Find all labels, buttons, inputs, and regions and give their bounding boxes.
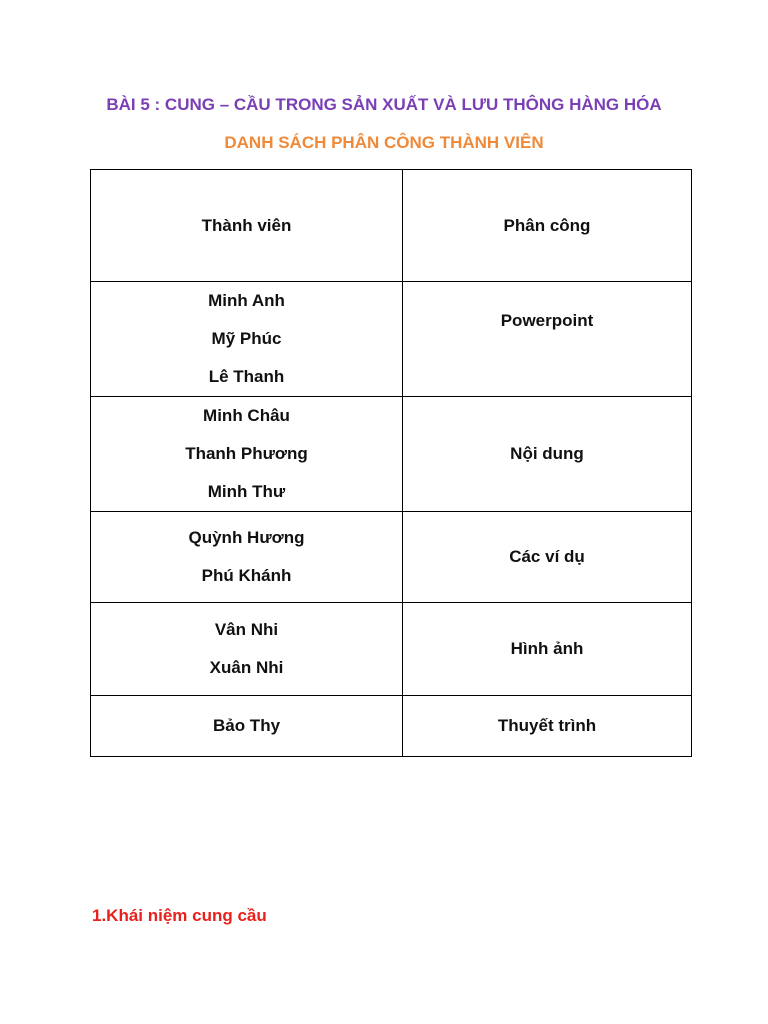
member-name: Phú Khánh (201, 566, 292, 585)
table-row (91, 696, 692, 757)
task-cell (403, 397, 692, 512)
members-cell (91, 603, 403, 696)
task-label: Các ví dụ (509, 547, 585, 566)
assignment-table (90, 169, 692, 757)
task-cell (403, 512, 692, 603)
member-name: Xuân Nhi (209, 658, 284, 677)
table-row (91, 512, 692, 603)
document-subtitle: DANH SÁCH PHÂN CÔNG THÀNH VIÊN (224, 133, 544, 152)
task-cell (403, 603, 692, 696)
member-name: Lê Thanh (208, 367, 285, 386)
table-row (91, 603, 692, 696)
members-cell (91, 512, 403, 603)
member-name: Vân Nhi (214, 620, 279, 639)
task-label: Hình ảnh (510, 639, 584, 658)
document-title: BÀI 5 : CUNG – CẦU TRONG SẢN XUẤT VÀ LƯU THÔNG HÀNG HÓA (106, 95, 662, 114)
task-label: Nội dung (510, 444, 584, 463)
table-header-row (91, 170, 692, 282)
header-task: Phân công (403, 170, 692, 282)
task-label: Thuyết trình (497, 716, 597, 735)
member-name: Quỳnh Hương (188, 528, 305, 547)
member-name: Minh Châu (203, 406, 290, 425)
members-cell (91, 397, 403, 512)
member-name: Bảo Thy (212, 716, 281, 735)
task-cell (403, 696, 692, 757)
table-row (91, 282, 692, 397)
members-cell (91, 696, 403, 757)
member-name: Minh Anh (208, 291, 285, 310)
section-heading: 1.Khái niệm cung cầu (92, 906, 267, 925)
members-cell (91, 282, 403, 397)
member-name: Thanh Phương (185, 444, 308, 463)
table-row (91, 397, 692, 512)
task-label: Powerpoint (500, 311, 594, 330)
task-cell (403, 282, 692, 397)
header-members: Thành viên (91, 170, 403, 282)
member-name: Minh Thư (207, 482, 286, 501)
member-name: Mỹ Phúc (211, 329, 282, 348)
